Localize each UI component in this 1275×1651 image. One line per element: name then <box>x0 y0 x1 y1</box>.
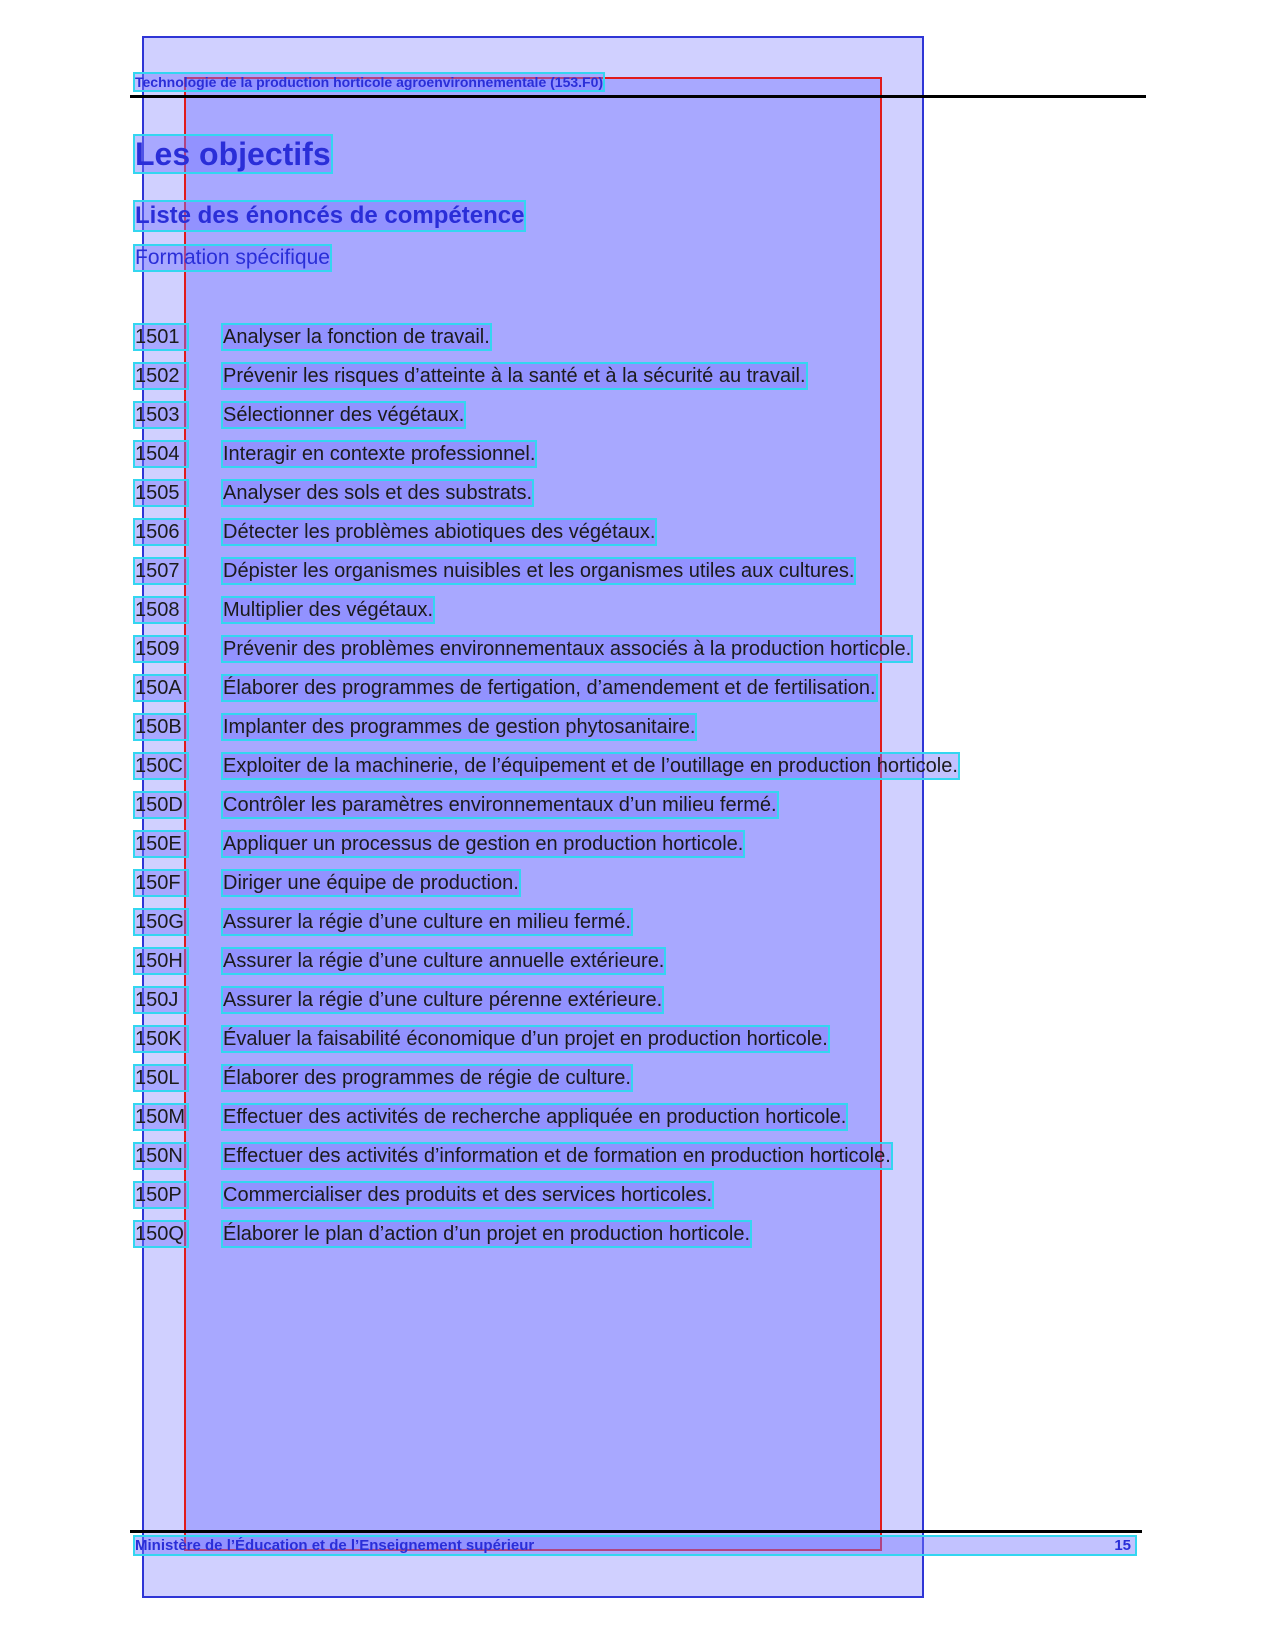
competence-text: Assurer la régie d’une culture en milieu fermé. <box>223 911 631 933</box>
list-item <box>135 1183 1135 1222</box>
list-item <box>135 1144 1135 1183</box>
competence-code: 150F <box>135 871 187 895</box>
header-divider <box>130 95 1146 98</box>
competence-code: 1502 <box>135 364 187 388</box>
list-item <box>135 364 1135 403</box>
page-number: 15 <box>1114 1537 1131 1554</box>
competence-text: Effectuer des activités d’information et de formation en production horticole. <box>223 1145 891 1167</box>
competence-code: 150M <box>135 1106 186 1128</box>
competence-text: Commercialiser des produits et des services horticoles. <box>223 1184 713 1206</box>
list-item <box>135 442 1135 481</box>
competence-code: 150H <box>135 949 187 973</box>
list-item <box>135 403 1135 442</box>
competence-code: 150L <box>135 1066 187 1090</box>
competence-text: Détecter les problèmes abiotiques des végétaux. <box>223 521 656 543</box>
running-header: Technologie de la production horticole agroenvironnementale (153.F0) <box>135 74 604 90</box>
competence-code: 1501 <box>135 325 187 349</box>
list-item <box>135 637 1135 676</box>
competence-text: Élaborer le plan d’action d’un projet en production horticole. <box>223 1223 751 1245</box>
competence-code: 150J <box>135 988 187 1012</box>
list-item <box>135 871 1135 910</box>
competence-code: 1508 <box>135 598 187 622</box>
list-item <box>135 559 1135 598</box>
list-item <box>135 1027 1135 1066</box>
list-item <box>135 988 1135 1027</box>
list-item <box>135 715 1135 754</box>
competence-text: Dépister les organismes nuisibles et les organismes utiles aux cultures. <box>223 560 855 582</box>
competence-text: Interagir en contexte professionnel. <box>223 443 536 465</box>
competence-text: Prévenir des problèmes environnementaux associés à la production horticole. <box>223 638 912 660</box>
competence-code: 150G <box>135 910 187 934</box>
competence-code: 150B <box>135 715 187 739</box>
competence-text: Élaborer des programmes de fertigation, d’amendement et de fertilisation. <box>223 677 876 699</box>
competence-text: Contrôler les paramètres environnementaux d’un milieu fermé. <box>223 794 777 816</box>
footer-divider <box>130 1530 1142 1533</box>
competence-text: Multiplier des végétaux. <box>223 599 434 621</box>
competence-code: 1503 <box>135 403 187 427</box>
list-item <box>135 598 1135 637</box>
list-item <box>135 949 1135 988</box>
list-item <box>135 520 1135 559</box>
competence-code: 1506 <box>135 520 187 544</box>
competence-text: Sélectionner des végétaux. <box>223 404 465 426</box>
competence-code: 150D <box>135 793 187 817</box>
section-subheading: Formation spécifique <box>135 246 330 269</box>
competence-code: 150A <box>135 676 187 700</box>
list-item <box>135 1066 1135 1105</box>
competence-text: Analyser des sols et des substrats. <box>223 482 533 504</box>
list-item <box>135 1105 1135 1144</box>
footer <box>135 1537 1135 1554</box>
competence-code: 1505 <box>135 481 187 505</box>
list-item <box>135 754 1135 793</box>
competence-text: Élaborer des programmes de régie de culture. <box>223 1067 631 1089</box>
competence-code: 150P <box>135 1183 187 1207</box>
list-item <box>135 1222 1135 1261</box>
list-item <box>135 793 1135 832</box>
competence-code: 150Q <box>135 1222 187 1246</box>
list-item <box>135 910 1135 949</box>
competence-code: 150K <box>135 1027 187 1051</box>
competence-list <box>135 325 1135 1261</box>
list-item <box>135 676 1135 715</box>
list-item <box>135 832 1135 871</box>
list-item <box>135 325 1135 364</box>
competence-text: Analyser la fonction de travail. <box>223 326 490 348</box>
competence-code: 150C <box>135 754 187 778</box>
page-title: Les objectifs <box>135 136 331 172</box>
competence-text: Assurer la régie d’une culture pérenne extérieure. <box>223 989 663 1011</box>
competence-text: Prévenir les risques d’atteinte à la santé et à la sécurité au travail. <box>223 365 806 387</box>
footer-ministry: Ministère de l’Éducation et de l’Enseignement supérieur <box>135 1537 535 1554</box>
competence-text: Exploiter de la machinerie, de l’équipement et de l’outillage en production horticole. <box>223 755 958 777</box>
competence-code: 150E <box>135 832 187 856</box>
competence-text: Évaluer la faisabilité économique d’un projet en production horticole. <box>223 1028 828 1050</box>
competence-text: Effectuer des activités de recherche appliquée en production horticole. <box>223 1106 847 1128</box>
list-item <box>135 481 1135 520</box>
competence-code: 1509 <box>135 637 187 661</box>
section-subtitle: Liste des énoncés de compétence <box>135 202 525 229</box>
competence-text: Appliquer un processus de gestion en production horticole. <box>223 833 744 855</box>
competence-text: Diriger une équipe de production. <box>223 872 519 894</box>
competence-text: Implanter des programmes de gestion phytosanitaire. <box>223 716 696 738</box>
competence-text: Assurer la régie d’une culture annuelle extérieure. <box>223 950 665 972</box>
competence-code: 1507 <box>135 559 187 583</box>
competence-code: 150N <box>135 1144 187 1168</box>
competence-code: 1504 <box>135 442 187 466</box>
